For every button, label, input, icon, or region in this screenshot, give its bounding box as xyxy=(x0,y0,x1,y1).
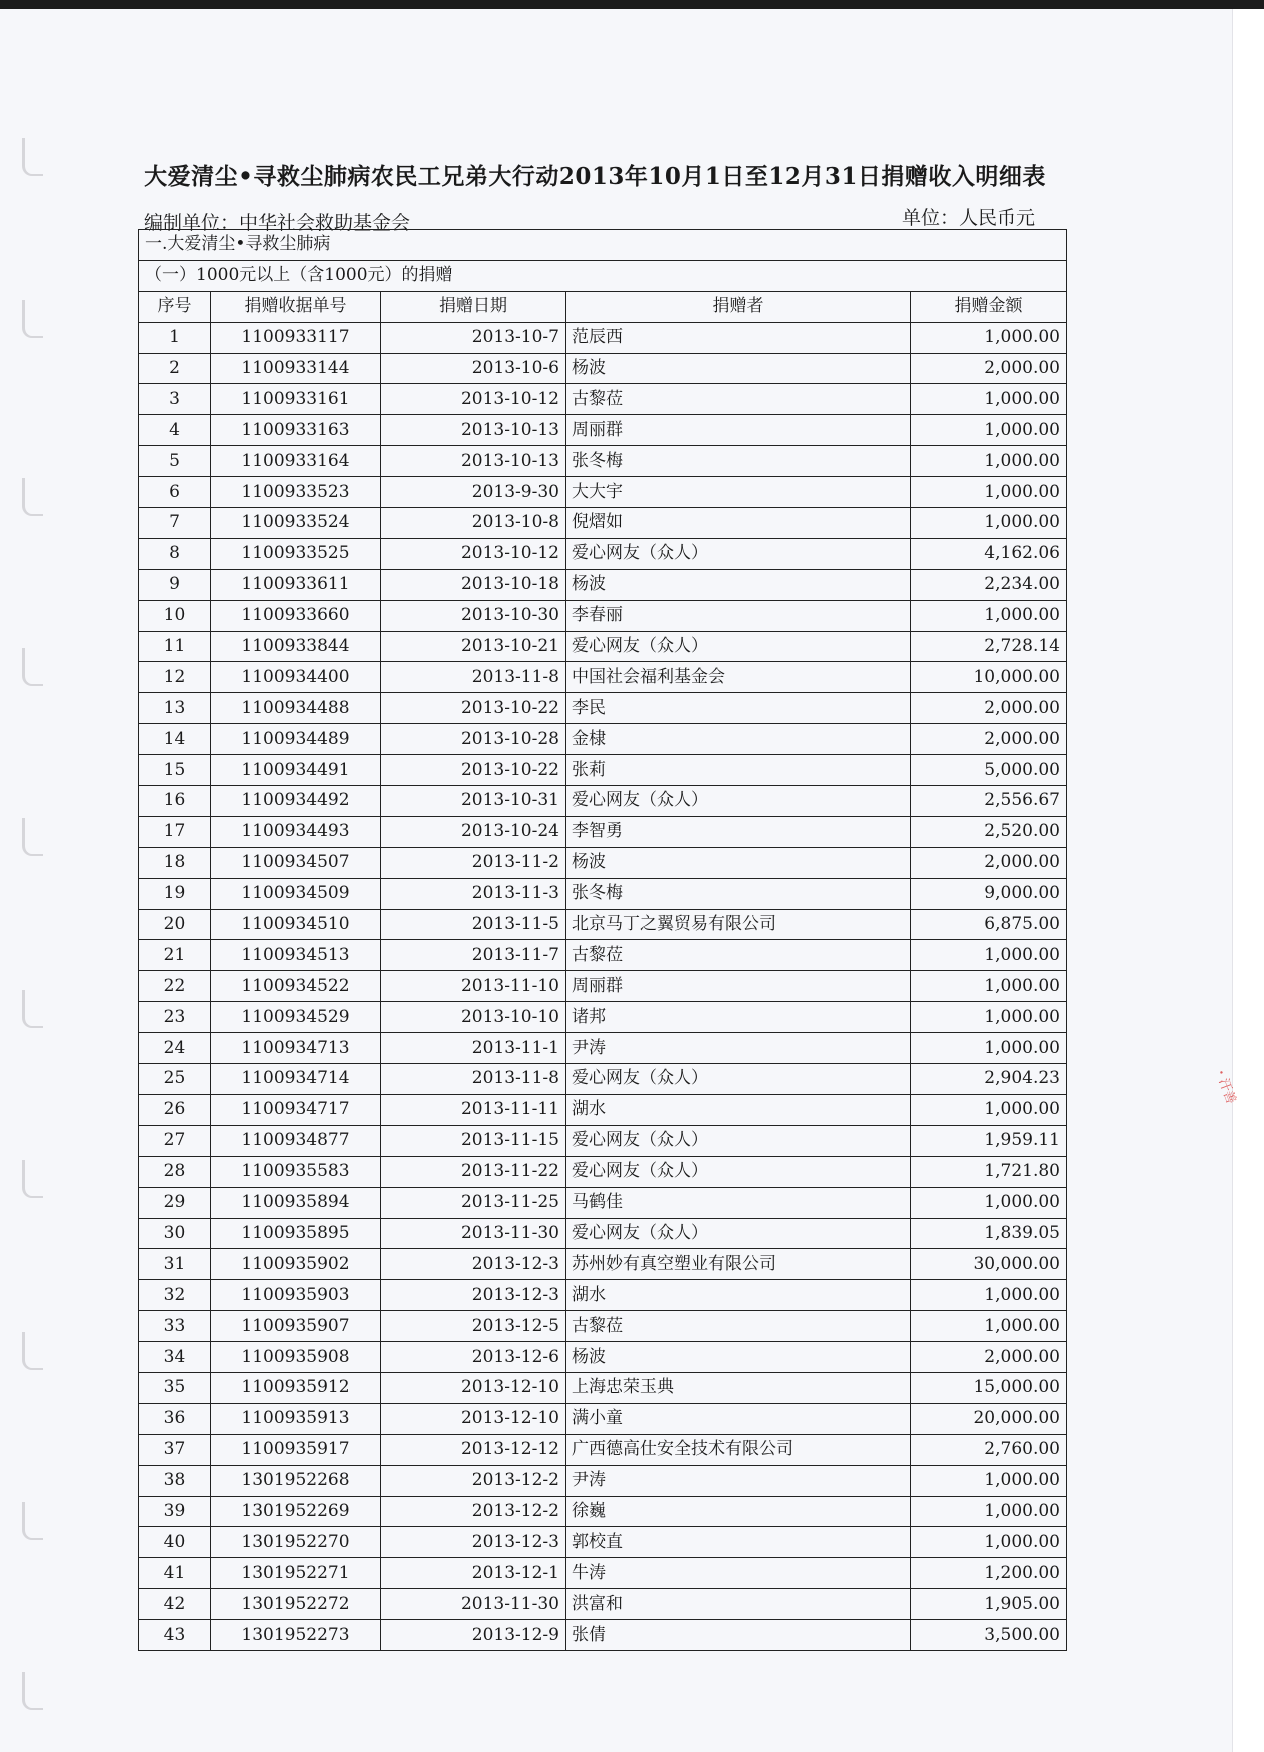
donation-date: 2013-11-15 xyxy=(381,1125,566,1156)
seq-cell: 43 xyxy=(139,1620,211,1651)
donation-date: 2013-12-6 xyxy=(381,1342,566,1373)
donor-name: 北京马丁之翼贸易有限公司 xyxy=(566,909,911,940)
receipt-number: 1100934529 xyxy=(211,1002,381,1033)
receipt-number: 1100934491 xyxy=(211,755,381,786)
receipt-number: 1100935913 xyxy=(211,1403,381,1434)
donor-name: 李春丽 xyxy=(566,600,911,631)
receipt-number: 1100934509 xyxy=(211,878,381,909)
table-row xyxy=(139,415,1067,446)
donation-date: 2013-10-22 xyxy=(381,693,566,724)
table-row xyxy=(139,1465,1067,1496)
seq-cell: 2 xyxy=(139,353,211,384)
table-row xyxy=(139,1434,1067,1465)
donation-amount: 1,000.00 xyxy=(911,446,1067,477)
receipt-number: 1100934492 xyxy=(211,786,381,817)
donation-date: 2013-10-12 xyxy=(381,538,566,569)
donation-date: 2013-11-30 xyxy=(381,1218,566,1249)
table-row xyxy=(139,1033,1067,1064)
currency-unit: 单位：人民币元 xyxy=(902,207,1036,229)
donor-name: 郭校直 xyxy=(566,1527,911,1558)
donation-amount: 1,000.00 xyxy=(911,477,1067,508)
donation-amount: 1,839.05 xyxy=(911,1218,1067,1249)
donation-date: 2013-10-6 xyxy=(381,353,566,384)
seq-cell: 4 xyxy=(139,415,211,446)
donor-name: 杨波 xyxy=(566,1342,911,1373)
receipt-number: 1100933523 xyxy=(211,477,381,508)
donation-date: 2013-10-13 xyxy=(381,415,566,446)
donation-amount: 2,520.00 xyxy=(911,816,1067,847)
donor-name: 尹涛 xyxy=(566,1465,911,1496)
binder-hole-mark xyxy=(22,818,43,856)
receipt-number: 1100933117 xyxy=(211,322,381,353)
table-row xyxy=(139,1311,1067,1342)
donor-name: 张冬梅 xyxy=(566,446,911,477)
donation-amount: 2,000.00 xyxy=(911,353,1067,384)
table-row xyxy=(139,1372,1067,1403)
receipt-number: 1100935583 xyxy=(211,1156,381,1187)
donation-date: 2013-10-31 xyxy=(381,786,566,817)
receipt-number: 1100935907 xyxy=(211,1311,381,1342)
binder-hole-mark xyxy=(22,1160,43,1198)
seq-cell: 15 xyxy=(139,755,211,786)
donation-date: 2013-9-30 xyxy=(381,477,566,508)
donor-name: 爱心网友（众人） xyxy=(566,538,911,569)
donation-amount: 1,000.00 xyxy=(911,971,1067,1002)
donor-name: 范辰西 xyxy=(566,322,911,353)
donor-name: 杨波 xyxy=(566,353,911,384)
donor-name: 牛涛 xyxy=(566,1558,911,1589)
table-row xyxy=(139,1156,1067,1187)
table-row xyxy=(139,1187,1067,1218)
donation-amount: 1,000.00 xyxy=(911,384,1067,415)
donation-amount: 6,875.00 xyxy=(911,909,1067,940)
donation-date: 2013-11-2 xyxy=(381,847,566,878)
table-row xyxy=(139,446,1067,477)
seq-cell: 19 xyxy=(139,878,211,909)
donor-name: 杨波 xyxy=(566,847,911,878)
donor-name: 诸邦 xyxy=(566,1002,911,1033)
donation-amount: 1,721.80 xyxy=(911,1156,1067,1187)
donation-date: 2013-11-7 xyxy=(381,940,566,971)
donation-amount: 2,000.00 xyxy=(911,1342,1067,1373)
column-header-seq: 序号 xyxy=(139,291,211,322)
scan-top-border xyxy=(0,0,1264,9)
receipt-number: 1301952271 xyxy=(211,1558,381,1589)
receipt-number: 1100933161 xyxy=(211,384,381,415)
table-row xyxy=(139,353,1067,384)
receipt-number: 1100934510 xyxy=(211,909,381,940)
donor-name: 广西德高仕安全技术有限公司 xyxy=(566,1434,911,1465)
document-title: 大爱清尘•寻救尘肺病农民工兄弟大行动2013年10月1日至12月31日捐赠收入明细表 xyxy=(144,163,1046,190)
donor-name: 张莉 xyxy=(566,755,911,786)
seq-cell: 12 xyxy=(139,662,211,693)
donor-name: 杨波 xyxy=(566,569,911,600)
seq-cell: 22 xyxy=(139,971,211,1002)
table-row xyxy=(139,322,1067,353)
donation-amount: 1,000.00 xyxy=(911,940,1067,971)
donation-date: 2013-11-30 xyxy=(381,1589,566,1620)
donation-date: 2013-12-1 xyxy=(381,1558,566,1589)
receipt-number: 1100934877 xyxy=(211,1125,381,1156)
receipt-number: 1100933611 xyxy=(211,569,381,600)
donation-date: 2013-11-10 xyxy=(381,971,566,1002)
donation-amount: 1,000.00 xyxy=(911,600,1067,631)
donation-amount: 10,000.00 xyxy=(911,662,1067,693)
seq-cell: 21 xyxy=(139,940,211,971)
donation-amount: 20,000.00 xyxy=(911,1403,1067,1434)
table-row xyxy=(139,878,1067,909)
table-row xyxy=(139,847,1067,878)
table-header-row xyxy=(139,291,1067,322)
donation-amount: 2,760.00 xyxy=(911,1434,1067,1465)
table-row xyxy=(139,816,1067,847)
donor-name: 徐巍 xyxy=(566,1496,911,1527)
donation-table xyxy=(138,229,1067,1651)
paper-edge xyxy=(1232,9,1264,1752)
donation-date: 2013-12-10 xyxy=(381,1403,566,1434)
seq-cell: 41 xyxy=(139,1558,211,1589)
donation-amount: 1,000.00 xyxy=(911,1002,1067,1033)
donor-name: 金棣 xyxy=(566,724,911,755)
seq-cell: 20 xyxy=(139,909,211,940)
donation-date: 2013-10-30 xyxy=(381,600,566,631)
seq-cell: 34 xyxy=(139,1342,211,1373)
table-row xyxy=(139,1125,1067,1156)
table-row xyxy=(139,384,1067,415)
donation-amount: 1,000.00 xyxy=(911,1033,1067,1064)
donor-name: 周丽群 xyxy=(566,971,911,1002)
receipt-number: 1100935902 xyxy=(211,1249,381,1280)
column-header-date: 捐赠日期 xyxy=(381,291,566,322)
receipt-number: 1100935912 xyxy=(211,1372,381,1403)
receipt-number: 1100933525 xyxy=(211,538,381,569)
seq-cell: 18 xyxy=(139,847,211,878)
receipt-number: 1100933164 xyxy=(211,446,381,477)
donation-date: 2013-12-9 xyxy=(381,1620,566,1651)
donation-amount: 30,000.00 xyxy=(911,1249,1067,1280)
donation-amount: 1,000.00 xyxy=(911,1527,1067,1558)
donation-date: 2013-10-8 xyxy=(381,508,566,539)
seq-cell: 35 xyxy=(139,1372,211,1403)
column-header-receipt: 捐赠收据单号 xyxy=(211,291,381,322)
table-row xyxy=(139,971,1067,1002)
binder-hole-mark xyxy=(22,1502,43,1540)
donor-name: 李智勇 xyxy=(566,816,911,847)
receipt-number: 1100934507 xyxy=(211,847,381,878)
seq-cell: 11 xyxy=(139,631,211,662)
receipt-number: 1100933844 xyxy=(211,631,381,662)
section-heading: 一.大爱清尘•寻救尘肺病 xyxy=(139,230,1067,261)
donation-date: 2013-12-12 xyxy=(381,1434,566,1465)
donation-amount: 1,905.00 xyxy=(911,1589,1067,1620)
donation-amount: 1,000.00 xyxy=(911,322,1067,353)
donor-name: 湖水 xyxy=(566,1280,911,1311)
donor-name: 洪富和 xyxy=(566,1589,911,1620)
seq-cell: 28 xyxy=(139,1156,211,1187)
receipt-number: 1100935894 xyxy=(211,1187,381,1218)
receipt-number: 1100933163 xyxy=(211,415,381,446)
seq-cell: 17 xyxy=(139,816,211,847)
receipt-number: 1100935917 xyxy=(211,1434,381,1465)
seq-cell: 29 xyxy=(139,1187,211,1218)
receipt-number: 1100934488 xyxy=(211,693,381,724)
donation-amount: 2,728.14 xyxy=(911,631,1067,662)
donor-name: 湖水 xyxy=(566,1094,911,1125)
seq-cell: 10 xyxy=(139,600,211,631)
seq-cell: 6 xyxy=(139,477,211,508)
donor-name: 李民 xyxy=(566,693,911,724)
donation-amount: 1,000.00 xyxy=(911,1280,1067,1311)
receipt-number: 1100934513 xyxy=(211,940,381,971)
donor-name: 尹涛 xyxy=(566,1033,911,1064)
table-row xyxy=(139,1527,1067,1558)
donation-date: 2013-11-22 xyxy=(381,1156,566,1187)
donor-name: 爱心网友（众人） xyxy=(566,631,911,662)
seq-cell: 23 xyxy=(139,1002,211,1033)
seq-cell: 9 xyxy=(139,569,211,600)
table-row xyxy=(139,1342,1067,1373)
donor-name: 倪熠如 xyxy=(566,508,911,539)
receipt-number: 1100935908 xyxy=(211,1342,381,1373)
seq-cell: 1 xyxy=(139,322,211,353)
donor-name: 中国社会福利基金会 xyxy=(566,662,911,693)
seq-cell: 39 xyxy=(139,1496,211,1527)
donor-name: 爱心网友（众人） xyxy=(566,1218,911,1249)
donation-date: 2013-10-22 xyxy=(381,755,566,786)
receipt-number: 1100934493 xyxy=(211,816,381,847)
seq-cell: 37 xyxy=(139,1434,211,1465)
donation-date: 2013-10-21 xyxy=(381,631,566,662)
table-row xyxy=(139,909,1067,940)
receipt-number: 1301952269 xyxy=(211,1496,381,1527)
donation-date: 2013-10-12 xyxy=(381,384,566,415)
seq-cell: 40 xyxy=(139,1527,211,1558)
receipt-number: 1301952270 xyxy=(211,1527,381,1558)
seq-cell: 7 xyxy=(139,508,211,539)
donation-amount: 1,000.00 xyxy=(911,1465,1067,1496)
table-row xyxy=(139,508,1067,539)
donation-amount: 2,000.00 xyxy=(911,724,1067,755)
column-header-amount: 捐赠金额 xyxy=(911,291,1067,322)
binder-hole-mark xyxy=(22,1332,43,1370)
donation-amount: 4,162.06 xyxy=(911,538,1067,569)
receipt-number: 1100935903 xyxy=(211,1280,381,1311)
table-row xyxy=(139,1064,1067,1095)
donation-amount: 2,556.67 xyxy=(911,786,1067,817)
donor-name: 古黎莅 xyxy=(566,1311,911,1342)
seq-cell: 36 xyxy=(139,1403,211,1434)
table-row xyxy=(139,1558,1067,1589)
table-row xyxy=(139,631,1067,662)
donor-name: 张倩 xyxy=(566,1620,911,1651)
receipt-number: 1100935895 xyxy=(211,1218,381,1249)
receipt-number: 1100933144 xyxy=(211,353,381,384)
donation-date: 2013-12-3 xyxy=(381,1527,566,1558)
seq-cell: 38 xyxy=(139,1465,211,1496)
donor-name: 爱心网友（众人） xyxy=(566,786,911,817)
donation-date: 2013-11-8 xyxy=(381,662,566,693)
donation-date: 2013-12-5 xyxy=(381,1311,566,1342)
seq-cell: 31 xyxy=(139,1249,211,1280)
donation-date: 2013-11-1 xyxy=(381,1033,566,1064)
donation-date: 2013-11-11 xyxy=(381,1094,566,1125)
compiling-org: 编制单位：中华社会救助基金会 xyxy=(144,212,411,234)
donation-date: 2013-10-13 xyxy=(381,446,566,477)
subsection-heading: （一）1000元以上（含1000元）的捐赠 xyxy=(139,260,1067,291)
seq-cell: 25 xyxy=(139,1064,211,1095)
table-row xyxy=(139,1002,1067,1033)
seq-cell: 27 xyxy=(139,1125,211,1156)
donation-amount: 3,500.00 xyxy=(911,1620,1067,1651)
donation-date: 2013-12-3 xyxy=(381,1249,566,1280)
table-row xyxy=(139,1620,1067,1651)
donation-amount: 2,904.23 xyxy=(911,1064,1067,1095)
receipt-number: 1100934400 xyxy=(211,662,381,693)
binder-hole-mark xyxy=(22,478,43,516)
table-row xyxy=(139,1094,1067,1125)
receipt-number: 1100933524 xyxy=(211,508,381,539)
donation-amount: 1,200.00 xyxy=(911,1558,1067,1589)
donor-name: 爱心网友（众人） xyxy=(566,1064,911,1095)
table-row xyxy=(139,724,1067,755)
receipt-number: 1301952272 xyxy=(211,1589,381,1620)
table-row xyxy=(139,569,1067,600)
donor-name: 古黎莅 xyxy=(566,940,911,971)
seq-cell: 13 xyxy=(139,693,211,724)
donor-name: 满小童 xyxy=(566,1403,911,1434)
receipt-number: 1100934522 xyxy=(211,971,381,1002)
donation-amount: 1,000.00 xyxy=(911,1496,1067,1527)
receipt-number: 1100934713 xyxy=(211,1033,381,1064)
donation-amount: 2,000.00 xyxy=(911,847,1067,878)
seq-cell: 8 xyxy=(139,538,211,569)
donation-amount: 2,000.00 xyxy=(911,693,1067,724)
table-row xyxy=(139,940,1067,971)
donor-name: 爱心网友（众人） xyxy=(566,1125,911,1156)
donation-date: 2013-10-10 xyxy=(381,1002,566,1033)
donation-date: 2013-10-24 xyxy=(381,816,566,847)
table-row xyxy=(139,1496,1067,1527)
donor-name: 上海忠荣玉典 xyxy=(566,1372,911,1403)
binder-hole-mark xyxy=(22,300,43,338)
donation-date: 2013-12-10 xyxy=(381,1372,566,1403)
donation-amount: 5,000.00 xyxy=(911,755,1067,786)
donation-amount: 2,234.00 xyxy=(911,569,1067,600)
donation-date: 2013-12-2 xyxy=(381,1465,566,1496)
binder-hole-mark xyxy=(22,1672,43,1710)
table-row xyxy=(139,1249,1067,1280)
donation-amount: 1,000.00 xyxy=(911,1094,1067,1125)
donation-date: 2013-10-18 xyxy=(381,569,566,600)
donation-date: 2013-10-28 xyxy=(381,724,566,755)
donation-date: 2013-12-2 xyxy=(381,1496,566,1527)
donation-amount: 1,959.11 xyxy=(911,1125,1067,1156)
donor-name: 马鹤佳 xyxy=(566,1187,911,1218)
donation-amount: 1,000.00 xyxy=(911,508,1067,539)
red-stamp-mark: ・汗善 xyxy=(1210,1064,1239,1107)
table-row xyxy=(139,755,1067,786)
donation-amount: 1,000.00 xyxy=(911,1187,1067,1218)
seq-cell: 16 xyxy=(139,786,211,817)
table-row xyxy=(139,1218,1067,1249)
table-row xyxy=(139,1589,1067,1620)
donation-date: 2013-12-3 xyxy=(381,1280,566,1311)
table-row xyxy=(139,693,1067,724)
column-header-donor: 捐赠者 xyxy=(566,291,911,322)
binder-hole-mark xyxy=(22,990,43,1028)
receipt-number: 1301952268 xyxy=(211,1465,381,1496)
table-row xyxy=(139,662,1067,693)
receipt-number: 1100934717 xyxy=(211,1094,381,1125)
donor-name: 周丽群 xyxy=(566,415,911,446)
donor-name: 爱心网友（众人） xyxy=(566,1156,911,1187)
table-row xyxy=(139,1403,1067,1434)
donation-amount: 9,000.00 xyxy=(911,878,1067,909)
donation-amount: 1,000.00 xyxy=(911,1311,1067,1342)
table-row xyxy=(139,600,1067,631)
donor-name: 大大宇 xyxy=(566,477,911,508)
table-row xyxy=(139,538,1067,569)
donation-amount: 15,000.00 xyxy=(911,1372,1067,1403)
donation-date: 2013-11-25 xyxy=(381,1187,566,1218)
receipt-number: 1100933660 xyxy=(211,600,381,631)
seq-cell: 14 xyxy=(139,724,211,755)
table-row xyxy=(139,477,1067,508)
seq-cell: 33 xyxy=(139,1311,211,1342)
donation-date: 2013-11-5 xyxy=(381,909,566,940)
donor-name: 张冬梅 xyxy=(566,878,911,909)
donation-date: 2013-11-3 xyxy=(381,878,566,909)
donation-date: 2013-10-7 xyxy=(381,322,566,353)
seq-cell: 5 xyxy=(139,446,211,477)
seq-cell: 30 xyxy=(139,1218,211,1249)
donor-name: 苏州妙有真空塑业有限公司 xyxy=(566,1249,911,1280)
seq-cell: 24 xyxy=(139,1033,211,1064)
seq-cell: 26 xyxy=(139,1094,211,1125)
seq-cell: 3 xyxy=(139,384,211,415)
seq-cell: 32 xyxy=(139,1280,211,1311)
seq-cell: 42 xyxy=(139,1589,211,1620)
donation-date: 2013-11-8 xyxy=(381,1064,566,1095)
binder-hole-mark xyxy=(22,648,43,686)
table-row xyxy=(139,786,1067,817)
receipt-number: 1100934714 xyxy=(211,1064,381,1095)
table-row xyxy=(139,1280,1067,1311)
donation-amount: 1,000.00 xyxy=(911,415,1067,446)
receipt-number: 1301952273 xyxy=(211,1620,381,1651)
receipt-number: 1100934489 xyxy=(211,724,381,755)
donor-name: 古黎莅 xyxy=(566,384,911,415)
binder-hole-mark xyxy=(22,138,43,176)
